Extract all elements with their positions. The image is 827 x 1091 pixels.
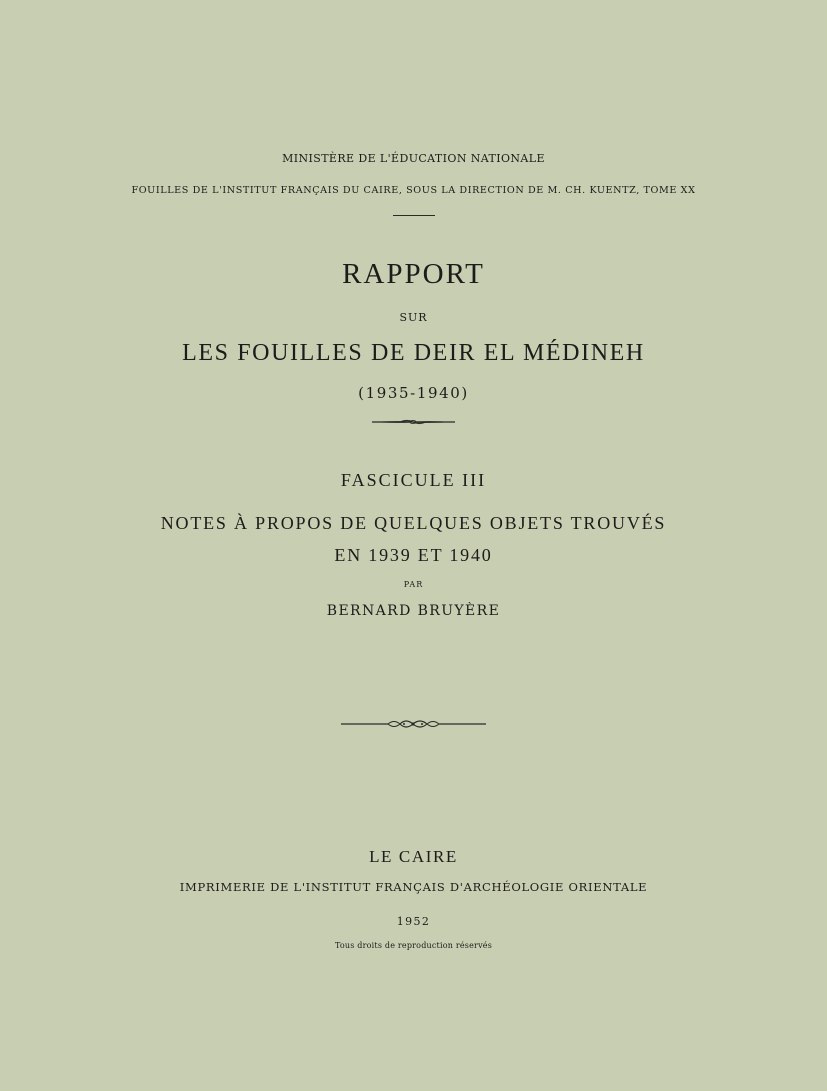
fascicle-number: FASCICULE III bbox=[340, 470, 487, 490]
series-line: FOUILLES DE L'INSTITUT FRANÇAIS DU CAIRE, SOUS LA DIRECTION DE M. CH. KUENTZ, TOME XX bbox=[131, 185, 696, 196]
ministry-heading: MINISTÈRE DE L'ÉDUCATION NATIONALE bbox=[282, 152, 545, 165]
short-rule-divider bbox=[393, 215, 435, 216]
by-label: PAR bbox=[403, 580, 424, 589]
author-name: BERNARD BRUYÈRE bbox=[326, 603, 501, 619]
notes-title-line-1: NOTES À PROPOS DE QUELQUES OBJETS TROUVÉS bbox=[160, 513, 667, 533]
ornament-divider-top bbox=[0, 416, 827, 428]
printer-name: IMPRIMERIE DE L'INSTITUT FRANÇAIS D'ARCHÉOLOGIE ORIENTALE bbox=[179, 880, 648, 894]
date-range: (1935-1940) bbox=[358, 384, 469, 402]
ornament-divider-bottom bbox=[0, 716, 827, 732]
notes-title-line-2: EN 1939 ET 1940 bbox=[334, 545, 493, 565]
subtitle: LES FOUILLES DE DEIR EL MÉDINEH bbox=[182, 340, 645, 366]
rights-notice: Tous droits de reproduction réservés bbox=[334, 941, 493, 950]
title-connector: SUR bbox=[399, 311, 428, 324]
main-title: RAPPORT bbox=[342, 258, 485, 290]
publication-year: 1952 bbox=[396, 915, 431, 928]
publication-city: LE CAIRE bbox=[369, 847, 458, 866]
